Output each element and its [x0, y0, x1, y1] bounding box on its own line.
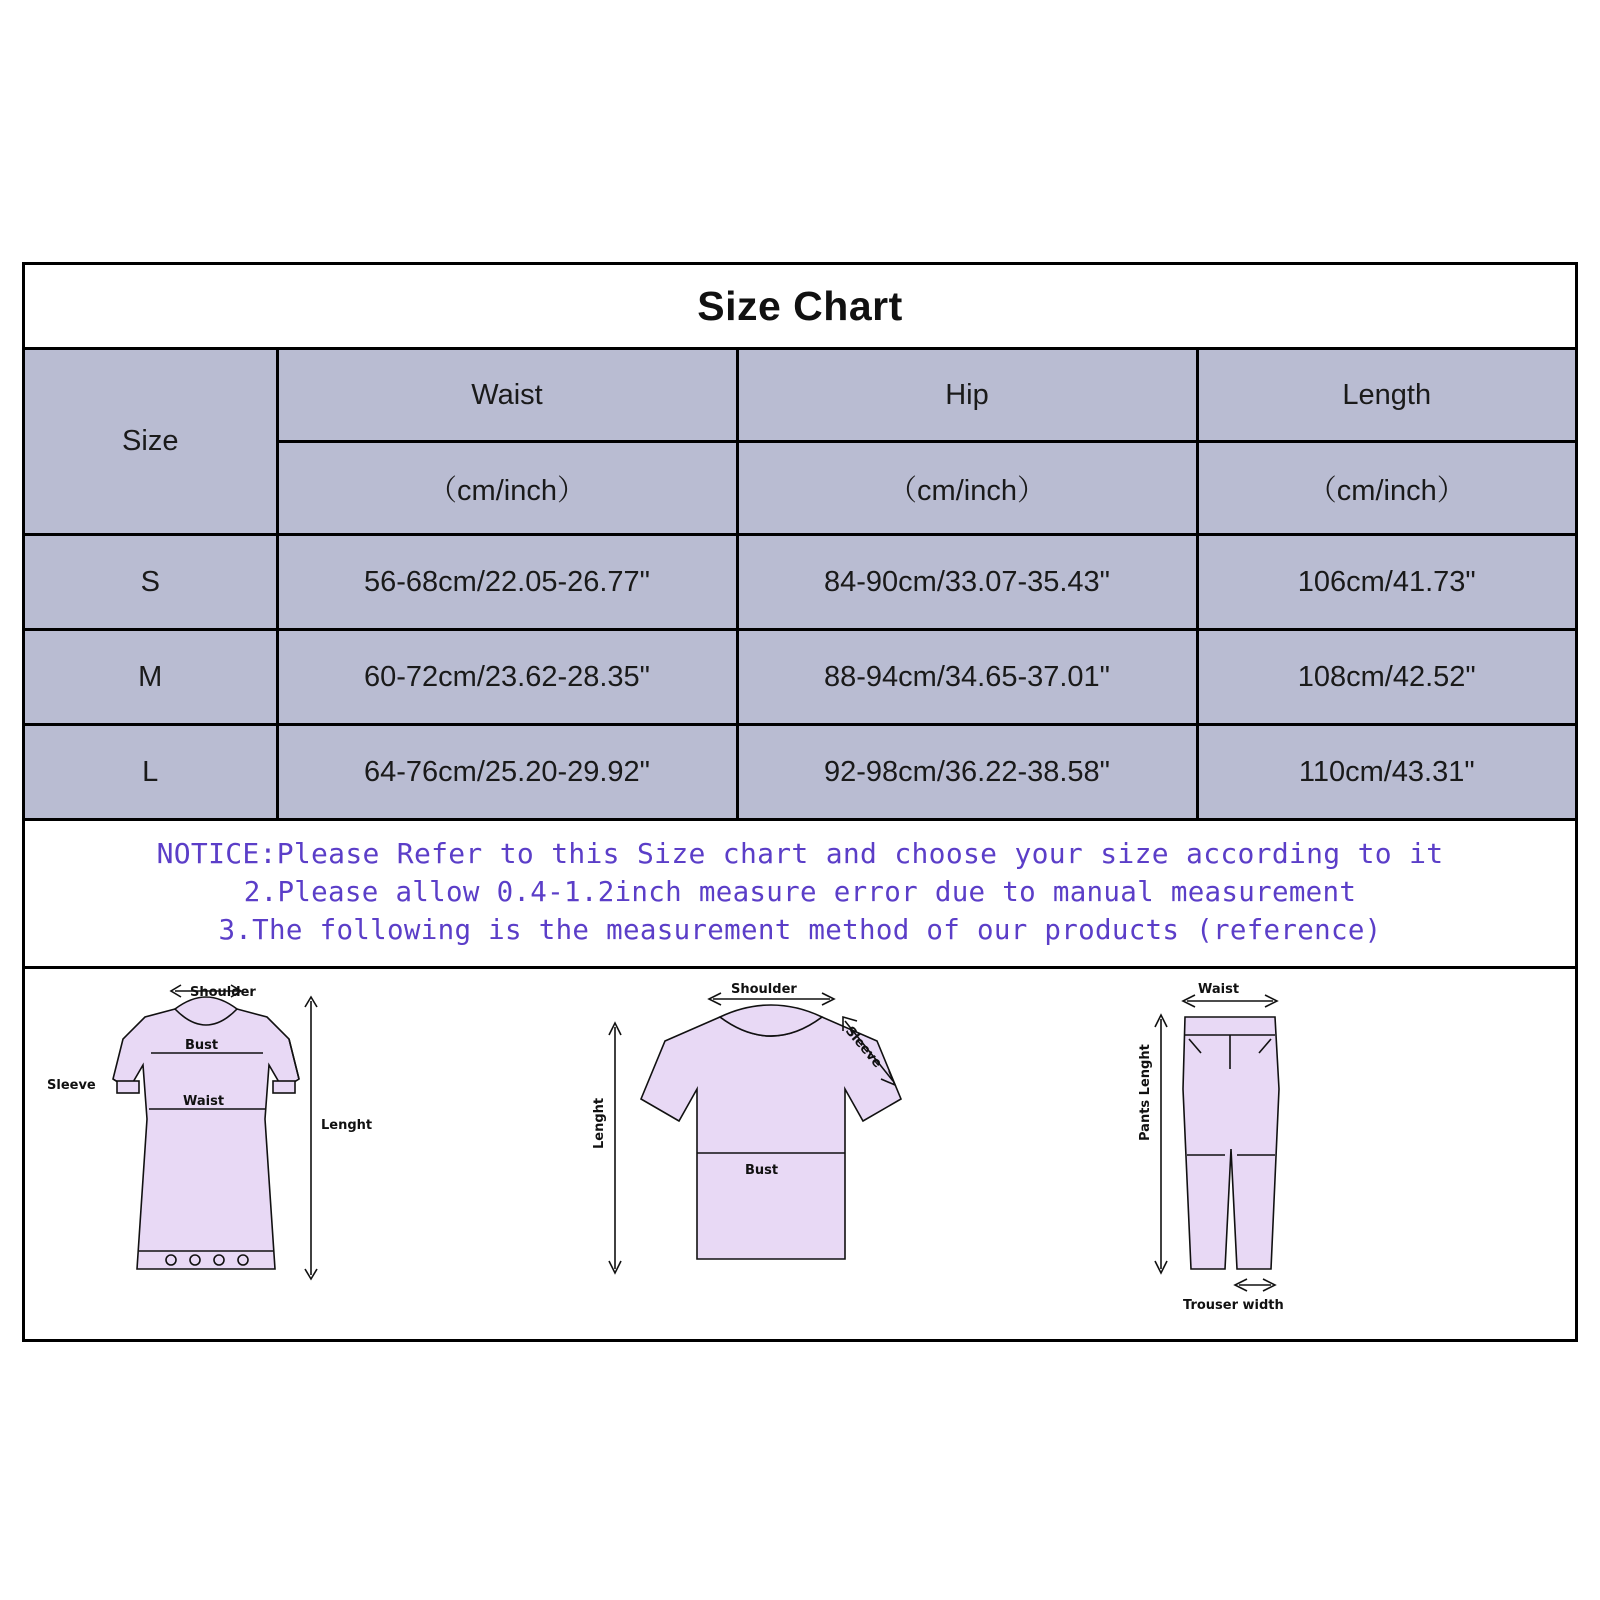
table-row	[25, 535, 1575, 630]
cell-hip-s: 84-90cm/33.07-35.43"	[737, 535, 1197, 630]
cell-size-l: L	[25, 725, 277, 820]
chart-title-row	[25, 265, 1575, 350]
cell-length-m: 108cm/42.52"	[1197, 630, 1575, 725]
table-header-row	[25, 350, 1575, 442]
tshirt-label-bust: Bust	[745, 1162, 779, 1178]
pants-label-trouser-width: Trouser width	[1183, 1297, 1284, 1313]
pants-label-waist: Waist	[1198, 981, 1240, 997]
pants-diagram	[1065, 969, 1585, 1317]
cell-waist-m: 60-72cm/23.62-28.35"	[277, 630, 737, 725]
cell-size-s: S	[25, 535, 277, 630]
tshirt-label-shoulder: Shoulder	[731, 981, 797, 997]
units-length: （cm/inch）	[1197, 442, 1575, 535]
cell-size-m: M	[25, 630, 277, 725]
units-waist: （cm/inch）	[277, 442, 737, 535]
dress-label-waist: Waist	[183, 1093, 225, 1109]
size-table	[25, 350, 1575, 821]
table-row	[25, 630, 1575, 725]
header-hip: Hip	[737, 350, 1197, 442]
cell-length-l: 110cm/43.31"	[1197, 725, 1575, 820]
table-row	[25, 725, 1575, 820]
dress-diagram	[25, 969, 545, 1317]
notice-line-3: 3.The following is the measurement method of our products (reference)	[218, 913, 1382, 946]
dress-label-bust: Bust	[185, 1037, 219, 1053]
units-hip: （cm/inch）	[737, 442, 1197, 535]
header-length: Length	[1197, 350, 1575, 442]
pants-label-pants-lenght: Pants Lenght	[1138, 1043, 1153, 1141]
size-chart-card	[22, 262, 1578, 1342]
notice-line-1: NOTICE:Please Refer to this Size chart and choose your size according to it	[156, 837, 1444, 870]
measurement-figures	[25, 969, 1575, 1317]
tshirt-diagram	[545, 969, 1065, 1317]
header-waist: Waist	[277, 350, 737, 442]
notice-block	[25, 821, 1575, 969]
cell-hip-l: 92-98cm/36.22-38.58"	[737, 725, 1197, 820]
cell-hip-m: 88-94cm/34.65-37.01"	[737, 630, 1197, 725]
cell-waist-l: 64-76cm/25.20-29.92"	[277, 725, 737, 820]
page-title: Size Chart	[697, 282, 903, 329]
cell-waist-s: 56-68cm/22.05-26.77"	[277, 535, 737, 630]
tshirt-label-lenght: Lenght	[592, 1097, 607, 1149]
cell-length-s: 106cm/41.73"	[1197, 535, 1575, 630]
dress-label-lenght: Lenght	[321, 1117, 373, 1133]
notice-line-2: 2.Please allow 0.4-1.2inch measure error due to manual measurement	[243, 875, 1357, 908]
tshirt-label-sleeve: Sleeve	[841, 1023, 885, 1071]
dress-label-sleeve: Sleeve	[47, 1077, 96, 1093]
dress-label-shoulder: Shoulder	[190, 984, 256, 1000]
header-size: Size	[25, 350, 277, 535]
